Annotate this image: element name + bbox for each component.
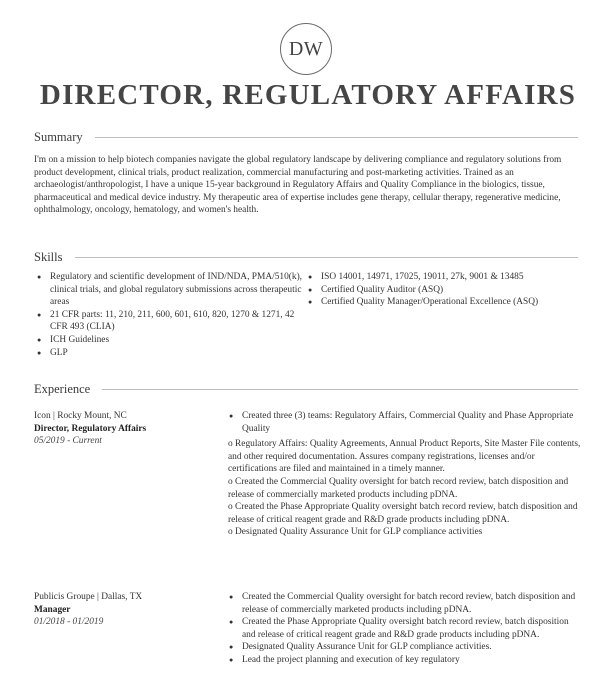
job-detail-line: o Designated Quality Assurance Unit for GLP compliance activities <box>228 527 483 538</box>
job-detail-line: o Regulatory Affairs: Quality Agreements, Annual Product Reports, Site Master File contents, and other required documentation. Assures company registrations, licenses and/or certifications are filed and maintained in a timely manner. <box>228 439 581 475</box>
summary-section <box>34 129 578 217</box>
skills-grid <box>34 271 578 359</box>
summary-heading <box>34 129 578 145</box>
job-bullet: ● Created the Commercial Quality oversight for batch record review, batch disposition and release of commercially marketed products including pDNA. <box>228 591 582 616</box>
section-divider <box>102 389 578 390</box>
summary-text: I'm on a mission to help biotech companies navigate the global regulatory landscape by delivering compliance and regulatory solutions from product development, clinical trials, product realization, commercial manufacturing and post-marketing activities. Trained as an archaeologist/anthropologist, I have a unique 15-year background in Regulatory Affairs and Quality Compliance in the biologics, tissue, pharmaceutical and medical device industry. My therapeutic area of expertise includes gene therapy, cellular therapy, regenerative medicine, ophthalmology, oncology, hematology, and women's health. <box>34 155 562 216</box>
skill-item: ● Certified Quality Auditor (ASQ) <box>305 284 565 297</box>
job-bullet: ● Created three (3) teams: Regulatory Affairs, Commercial Quality and Phase Appropriate Quality <box>228 410 582 435</box>
skill-item: ● ICH Guidelines <box>34 334 305 347</box>
job-company: Icon | Rocky Mount, NC <box>34 411 127 421</box>
skills-heading-label: Skills <box>34 249 63 264</box>
job-meta <box>34 410 214 448</box>
job-details <box>228 410 582 539</box>
job-bullet: ● Lead the project planning and execution of key regulatory <box>228 654 582 667</box>
skill-item: ● ISO 14001, 14971, 17025, 19011, 27k, 9001 & 13485 <box>305 271 565 284</box>
job-detail-line: o Created the Phase Appropriate Quality oversight batch record review, batch disposition and release of critical reagent grade and R&D grade products including pDNA. <box>228 502 578 525</box>
job-dates: 01/2018 - 01/2019 <box>34 617 104 628</box>
job-bullet: ● Created the Phase Appropriate Quality oversight batch record review, batch disposition and release of critical reagent grade and R&D grade products including pDNA. <box>228 616 582 641</box>
job-company: Publicis Groupe | Dallas, TX <box>34 592 143 602</box>
monogram-badge <box>280 23 332 75</box>
skill-item: ● 21 CFR parts: 11, 210, 211, 600, 601, 610, 820, 1270 & 1271, 42 CFR 493 (CLIA) <box>34 309 305 334</box>
experience-heading-label: Experience <box>34 381 91 396</box>
experience-heading <box>34 381 578 397</box>
job-detail-line: o Created the Commercial Quality oversight for batch record review, batch disposition and release of commercially marketed products including pDNA. <box>228 476 569 500</box>
experience-section <box>34 381 578 397</box>
job-title: Manager <box>34 604 71 615</box>
skills-column-right <box>305 271 565 359</box>
summary-heading-label: Summary <box>34 129 83 144</box>
job-details <box>228 591 582 667</box>
skill-item: ● Regulatory and scientific development of IND/NDA, PMA/510(k), clinical trials, and global regulatory submissions across therapeutic areas <box>34 271 305 309</box>
skill-item: ● Certified Quality Manager/Operational Excellence (ASQ) <box>305 296 565 309</box>
skills-column-left <box>34 271 305 359</box>
resume-title: DIRECTOR, REGULATORY AFFAIRS <box>39 79 577 111</box>
skills-heading <box>34 249 578 265</box>
job-title: Director, Regulatory Affairs <box>34 423 147 434</box>
skill-item: ● GLP <box>34 347 305 360</box>
section-divider <box>95 137 578 138</box>
job-meta <box>34 591 214 629</box>
job-dates: 05/2019 - Current <box>34 436 102 447</box>
monogram-initials: DW <box>288 37 324 60</box>
job-bullet: ● Designated Quality Assurance Unit for GLP compliance activities. <box>228 641 582 654</box>
skills-section <box>34 249 578 359</box>
section-divider <box>75 257 579 258</box>
